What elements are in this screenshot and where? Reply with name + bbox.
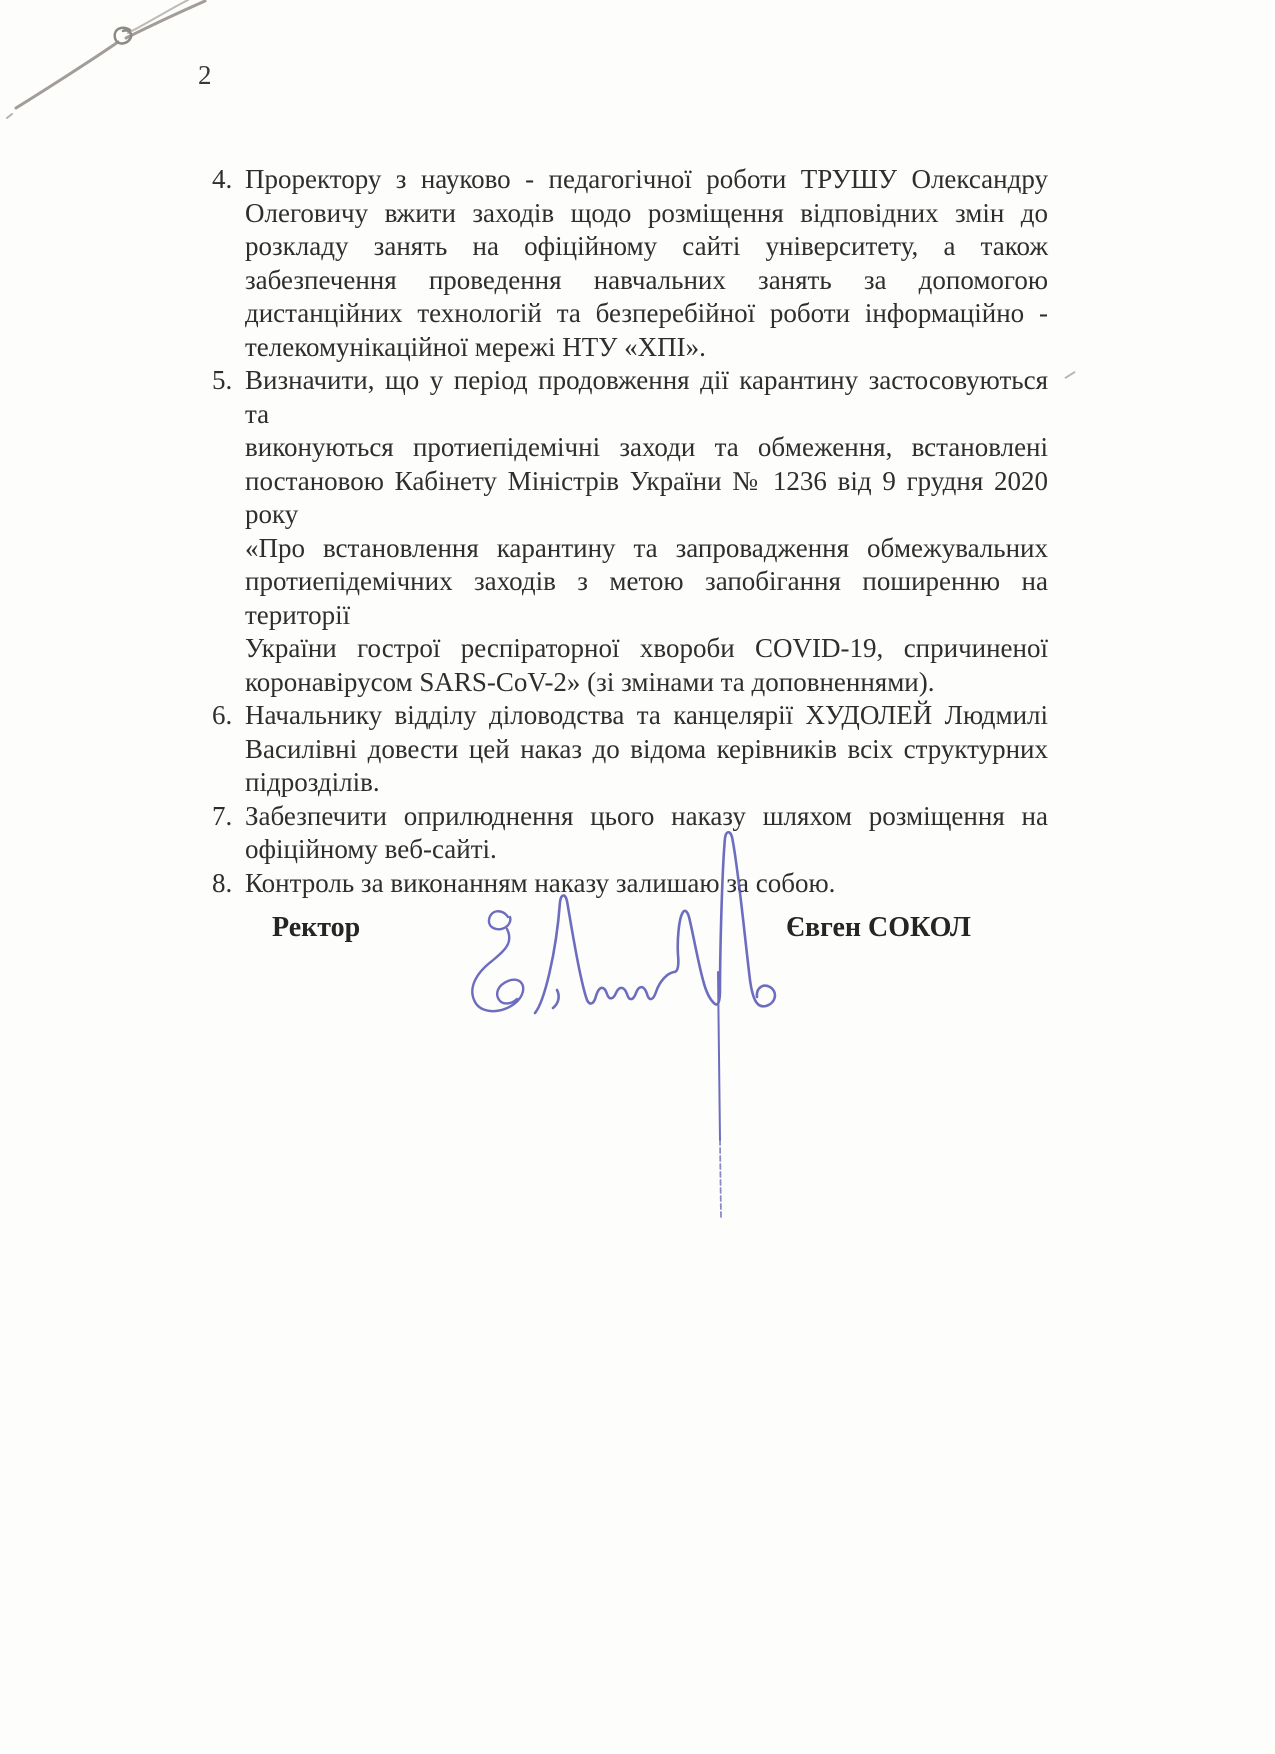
item-line: України гострої респіраторної хвороби COVID-19, спричиненої — [245, 633, 1048, 663]
signature-autograph — [420, 740, 790, 1230]
item-line: забезпечення проведення навчальних занять за допомогою — [245, 264, 1048, 295]
item-number: 7. — [212, 800, 233, 831]
item-number: 4. — [212, 164, 233, 194]
item-line: офіційному веб-сайті. — [245, 834, 497, 864]
item-line: коронавірусом SARS-CoV-2» (зі змінами та доповненнями). — [245, 666, 935, 697]
item-line: постановою Кабінету Міністрів України № 1236 від 9 грудня 2020 року — [245, 465, 1048, 529]
item-line: Олеговичу вжити заходів щодо розміщення відповідних змін до — [245, 197, 1048, 228]
item-line: Контроль за виконанням наказу залишаю за собою. — [245, 867, 836, 898]
order-item-5 — [212, 364, 1048, 699]
item-line: дистанційних технологій та безперебійної роботи інформаційно - — [245, 298, 1048, 328]
item-line: Забезпечити оприлюднення цього наказу шляхом розміщення на — [245, 800, 1048, 831]
item-text — [245, 163, 1048, 364]
scan-speck — [1064, 371, 1075, 379]
item-line: телекомунікаційної мережі НТУ «ХПІ». — [245, 331, 706, 362]
item-text — [245, 364, 1048, 699]
item-line: протиепідемічних заходів з метою запобігання поширенню на території — [245, 566, 1048, 630]
signatory-name: Євген СОКОЛ — [786, 912, 971, 943]
item-number: 8. — [212, 867, 233, 898]
item-line: Визначити, що у період продовження дії карантину застосовуються та — [245, 365, 1048, 429]
binding-thread-artifact — [0, 0, 210, 140]
item-line: підрозділів. — [245, 767, 380, 797]
signature-role-label: Ректор — [272, 912, 361, 943]
item-line: Василівні довести цей наказ до відома керівників всіх структурних — [245, 733, 1048, 764]
page-number: 2 — [198, 60, 212, 90]
item-line: розкладу занять на офіційному сайті університету, а також — [245, 231, 1048, 261]
order-item-4 — [212, 163, 1048, 364]
item-line: Проректору з науково - педагогічної роботи ТРУШУ Олександру — [245, 164, 1048, 194]
item-number: 6. — [212, 700, 233, 730]
item-line: Начальнику відділу діловодства та канцелярії ХУДОЛЕЙ Людмилі — [245, 700, 1048, 730]
item-line: «Про встановлення карантину та запровадження обмежувальних — [245, 532, 1048, 563]
item-number: 5. — [212, 365, 233, 395]
item-line: виконуються протиепідемічні заходи та обмеження, встановлені — [245, 432, 1048, 462]
